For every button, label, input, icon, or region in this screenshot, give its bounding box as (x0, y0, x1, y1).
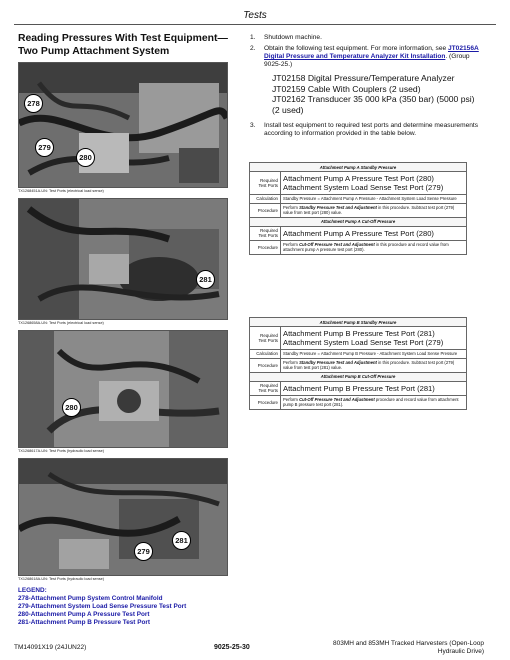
photo-test-ports-4 (18, 458, 228, 576)
photo-caption: TX1268618A-UN: Test Ports (hydraulic load sense) (18, 577, 105, 581)
step-2: 2. Obtain the following test equipment. For more information, see JT02156A Digital Pressure and Temperature Analyzer Kit Installation. (Group 9025-25.) (250, 45, 479, 68)
required-test-ports: Attachment Pump A Pressure Test Port (280) Attachment System Load Sense Test Port (279) (281, 172, 467, 195)
procedure: Perform Standby Pressure Test and Adjustment in this procedure. Subtract test port (279) value from test port (280) value. (281, 203, 467, 217)
required-test-ports: Attachment Pump B Pressure Test Port (281) Attachment System Load Sense Test Port (279) (281, 327, 467, 350)
procedure-steps (250, 34, 482, 141)
required-test-ports: Attachment Pump B Pressure Test Port (281) (281, 381, 467, 395)
photo-test-ports-3 (18, 330, 228, 448)
photo-caption: TX1268658A-UN: Test Ports (electrical load sense) (18, 321, 104, 325)
pump-a-test-table: Attachment Pump A Standby Pressure Required Test Ports Attachment Pump A Pressure Test Port (280) Attachment System Load Sense Test Port (279) Calculation Standby Pressure = Attachment Pump A Pressure - Attachment System Load Sense Pressure Procedure Perform Standby Pressure Test and Adjustment in this procedure. Subtract test port (279) value from test port (280) value. Attachment Pump A Cut-Off Pressure Required Test Ports Attachment Pump A Pressure Test Port (280) Procedure Perform Cut-Off Pressure Test and Adjustment in this procedure and record value from attachment pump A pressure test port (280). (249, 162, 467, 255)
calculation: Standby Pressure = Attachment Pump A Pressure - Attachment System Load Sense Pressure (281, 194, 467, 203)
page-header (14, 8, 496, 25)
procedure-title: Reading Pressures With Test Equipment— Two Pump Attachment System (18, 33, 228, 57)
callout-281: 281 (196, 270, 215, 289)
required-test-ports: Attachment Pump A Pressure Test Port (280) (281, 226, 467, 240)
legend-item: 281-Attachment Pump B Pressure Test Port (18, 619, 150, 626)
step-3: 3. Install test equipment to required test ports and determine measurements according to information provided in the table below. (250, 122, 479, 137)
table-heading: Attachment Pump A Standby Pressure (250, 163, 467, 172)
procedure: Perform Standby Pressure Test and Adjustment in this procedure. Subtract test port (279) value from test port (281) value. (281, 358, 467, 372)
page-number: 9025-25-30 (214, 644, 250, 651)
legend-item: 280-Attachment Pump A Pressure Test Port (18, 611, 150, 618)
callout-279: 279 (134, 542, 153, 561)
callout-280: 280 (62, 398, 81, 417)
callout-280: 280 (76, 148, 95, 167)
legend: LEGEND: 278-Attachment Pump System Control Manifold 279-Attachment System Load Sense Pressure Test Port 280-Attachment Pump A Pressure Test Port 281-Attachment Pump B Pressure Test Port (18, 587, 187, 626)
table-heading: Attachment Pump B Cut-Off Pressure (250, 372, 467, 381)
legend-item: 279-Attachment System Load Sense Pressure Test Port (18, 603, 187, 610)
equipment-list: JT02158 Digital Pressure/Temperature Analyzer JT02159 Cable With Couplers (2 used) JT02162 Transducer 35 000 kPa (350 bar) (5000 psi) (2 used) (272, 73, 475, 115)
procedure: Perform Cut-Off Pressure Test and Adjustment procedure and record value from attachment pump B pressure test port (281). (281, 395, 467, 409)
pump-b-test-table: Attachment Pump B Standby Pressure Required Test Ports Attachment Pump B Pressure Test Port (281) Attachment System Load Sense Test Port (279) Calculation Standby Pressure = Attachment Pump B Pressure - Attachment System Load Sense Pressure Procedure Perform Standby Pressure Test and Adjustment in this procedure. Subtract test port (279) value from test port (281) value. Attachment Pump B Cut-Off Pressure Required Test Ports Attachment Pump B Pressure Test Port (281) Procedure Perform Cut-Off Pressure Test and Adjustment procedure and record value from attachment pump B pressure test port (281). (249, 317, 467, 410)
callout-278: 278 (24, 94, 43, 113)
table-heading: Attachment Pump A Cut-Off Pressure (250, 217, 467, 226)
section-title: Tests (243, 10, 267, 21)
callout-281: 281 (172, 531, 191, 550)
photo-test-ports-2 (18, 198, 228, 320)
doc-number: TM14091X19 (24JUN22) (14, 644, 87, 651)
photo-caption: TX1268451A-UN: Test Ports (electrical load sense) (18, 189, 104, 193)
product-name: 803MH and 853MH Tracked Harvesters (Open-Loop Hydraulic Drive) (332, 640, 484, 655)
callout-279: 279 (35, 138, 54, 157)
legend-item: 278-Attachment Pump System Control Manifold (18, 595, 163, 602)
procedure: Perform Cut-Off Pressure Test and Adjustment in this procedure and record value from attachment pump A pressure test port (280). (281, 240, 467, 254)
table-heading: Attachment Pump B Standby Pressure (250, 318, 467, 327)
step-1: 1. Shutdown machine. (250, 34, 322, 41)
calculation: Standby Pressure = Attachment Pump B Pressure - Attachment System Load Sense Pressure (281, 349, 467, 358)
photo-caption: TX1268617A-UN: Test Ports (hydraulic load sense) (18, 449, 105, 453)
analyzer-kit-link[interactable]: JT02156A Digital Pressure and Temperature Analyzer Kit Installation (264, 45, 479, 60)
photo-test-ports-1 (18, 62, 228, 188)
